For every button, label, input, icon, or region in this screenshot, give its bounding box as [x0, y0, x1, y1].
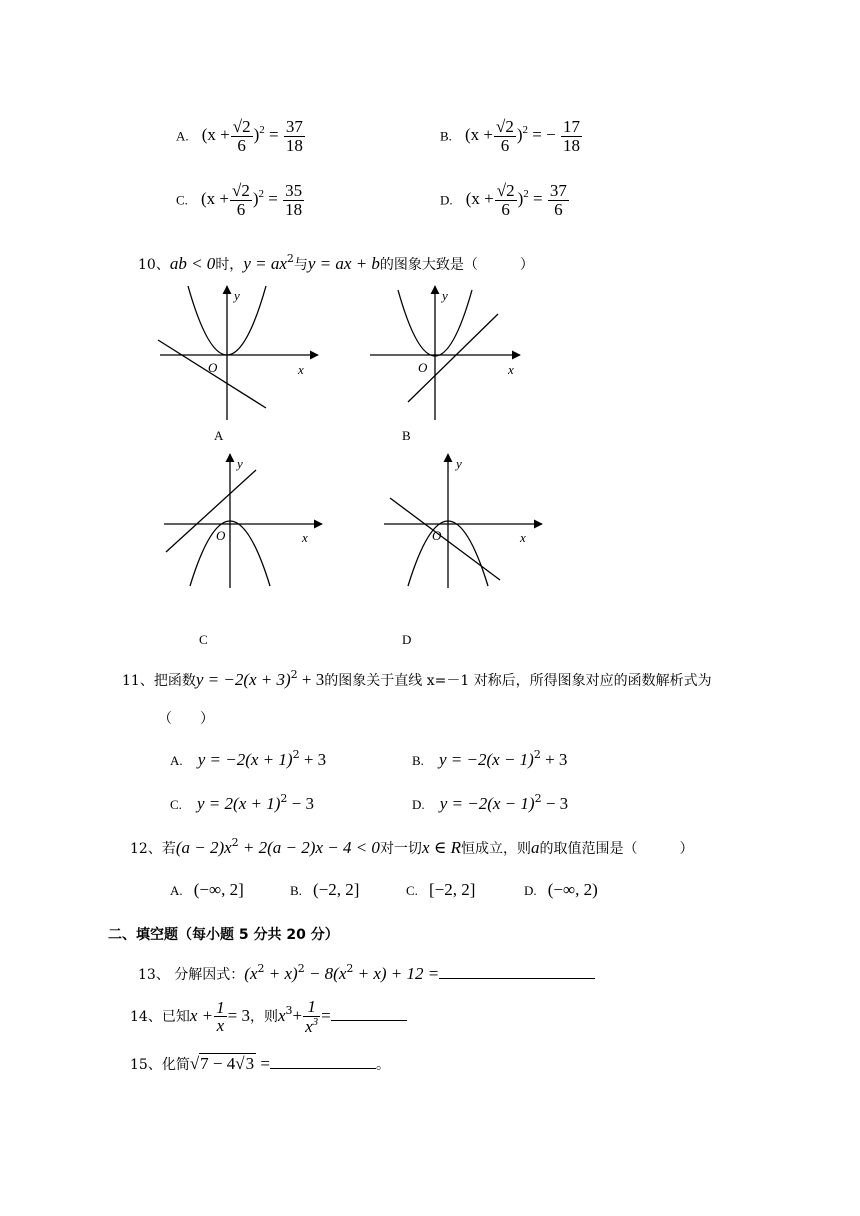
origin-label: O — [418, 360, 428, 375]
option-label: C. — [176, 192, 188, 208]
lhs-x: (x + — [465, 125, 494, 145]
condition: x ∈ R — [421, 838, 461, 857]
graph-a — [150, 282, 330, 422]
inner-radicand: 3 — [245, 1054, 255, 1073]
origin-label: O — [432, 528, 442, 543]
equals: = — [256, 1054, 270, 1073]
fraction — [303, 998, 320, 1036]
line — [408, 314, 498, 402]
expr-part: + x) — [264, 964, 298, 983]
y-label: y — [234, 288, 240, 303]
x-label: x — [508, 362, 514, 377]
function: y = −2(x + 3) — [195, 670, 291, 689]
y-label: y — [456, 456, 462, 471]
option-tail: + 3 — [540, 750, 568, 769]
expr-part: (x — [244, 964, 258, 983]
symmetry-line: x=－1 — [422, 673, 474, 689]
denominator: 18 — [285, 135, 303, 155]
fraction — [230, 182, 252, 219]
option-label: D. — [524, 883, 537, 898]
q9-option-b — [440, 118, 583, 155]
inequality-b: + 2(a − 2)x − 4 < 0 — [238, 838, 380, 857]
y-label: y — [442, 288, 448, 303]
exponent: 2 — [534, 792, 542, 805]
expr-part: x + — [189, 1005, 214, 1025]
denominator: 6 — [231, 136, 253, 155]
option-tail: + 3 — [299, 750, 327, 769]
option-label: A. — [170, 753, 183, 768]
line — [390, 498, 500, 580]
graph-a-svg — [150, 282, 330, 422]
denominator: 18 — [285, 199, 303, 219]
exponent: 2 — [258, 188, 265, 201]
graph-d — [378, 450, 558, 590]
answer-blank[interactable] — [270, 1052, 376, 1069]
numerator: √2 — [232, 181, 250, 200]
y-label: y — [237, 456, 243, 471]
q12-question — [130, 836, 693, 858]
q9-a-lhs: (x + $\frac{√2}{6}$ )$^2$ = $\frac{37}{18}$ — [201, 117, 303, 155]
x-label: x — [302, 530, 308, 545]
q12-option-a — [170, 880, 244, 900]
q14-question — [130, 998, 407, 1036]
exponent: 2 — [257, 962, 265, 975]
option-label: D. — [440, 192, 453, 208]
equals: = − — [532, 125, 556, 145]
graph-d-svg — [378, 450, 558, 590]
fraction — [494, 118, 516, 155]
exponent: 2 — [290, 668, 298, 681]
graph-b — [362, 282, 542, 422]
q9-option-a — [176, 118, 306, 155]
equals: = — [533, 189, 543, 209]
text: 与 — [293, 257, 308, 273]
q9-b-lhs: (x + $\frac{√2}{6}$ )$^2$ = − $\frac{17}{18}$ — [465, 117, 580, 155]
exponent: 2 — [522, 124, 529, 137]
text: 对一切 — [379, 841, 422, 857]
fraction — [495, 182, 517, 219]
numerator: 37 — [285, 117, 303, 136]
section-heading: 二、填空题（每小题 5 分共 20 分） — [108, 927, 339, 943]
question-number: 11、 — [122, 673, 154, 689]
q11-answer-paren: （ ） — [158, 711, 214, 727]
graph-b-label: B — [402, 428, 411, 443]
q9-option-d — [440, 182, 570, 219]
question-number: 15、 — [130, 1057, 162, 1073]
graph-c — [158, 450, 338, 590]
graph-b-svg — [362, 282, 542, 422]
option-expr: y = −2(x + 1) — [197, 750, 293, 769]
q11-option-c — [170, 792, 314, 814]
exponent: 2 — [231, 836, 239, 849]
q13-question — [138, 962, 595, 984]
numerator: √2 — [496, 117, 514, 136]
condition: ab < 0 — [169, 254, 216, 273]
expr-part: − 8(x — [304, 964, 347, 983]
origin-label: O — [216, 528, 226, 543]
option-label: A. — [170, 883, 183, 898]
radical-sign: √ — [189, 1054, 200, 1073]
question-number: 14、 — [130, 1008, 162, 1025]
option-tail: − 3 — [287, 794, 314, 813]
text: ，则 — [249, 1008, 278, 1025]
period: 。 — [375, 1057, 390, 1073]
numerator: 1 — [216, 997, 225, 1017]
option-label: B. — [440, 128, 452, 144]
numerator: √2 — [232, 117, 251, 136]
option-label: C. — [406, 883, 418, 898]
option-expr: (−2, 2] — [313, 880, 360, 899]
option-expr: [−2, 2] — [429, 880, 476, 899]
graph-a-label: A — [214, 428, 224, 443]
exponent: 2 — [346, 962, 354, 975]
numerator: 17 — [562, 117, 580, 136]
numerator: 1 — [307, 997, 316, 1016]
equals: = — [321, 1005, 331, 1025]
text: 已知 — [161, 1008, 190, 1025]
option-expr: y = 2(x + 1) — [197, 794, 281, 813]
exponent: 2 — [292, 748, 300, 761]
rhs-fraction — [548, 182, 569, 219]
option-label: B. — [412, 753, 424, 768]
function-tail: + 3 — [297, 670, 325, 689]
option-expr: (−∞, 2] — [193, 880, 244, 899]
q10-question — [138, 252, 534, 274]
text: 对称后，所得图象对应的函数解析式为 — [473, 673, 712, 689]
option-label: B. — [290, 883, 302, 898]
text: 的图象大致是（ ） — [379, 257, 534, 273]
numerator: √2 — [496, 181, 515, 200]
radicand-part: 7 − 4 — [200, 1054, 236, 1073]
graph-d-label: D — [402, 632, 412, 647]
equals-three: = 3 — [227, 1005, 250, 1025]
question-number: 10、 — [138, 257, 170, 273]
expr-part: + x) + 12 = — [353, 964, 440, 983]
text: 的取值范围是（ ） — [539, 841, 694, 857]
denominator: x — [305, 1016, 313, 1036]
line — [166, 470, 256, 552]
exponent: 2 — [533, 748, 541, 761]
exponent: 2 — [286, 252, 294, 265]
exponent: 2 — [523, 188, 529, 201]
text: 把函数 — [153, 673, 196, 689]
text: 恒成立，则 — [460, 841, 531, 857]
radicand — [199, 1053, 256, 1073]
rhs-fraction — [561, 118, 582, 155]
option-expr: (−∞, 2) — [547, 880, 598, 899]
text: 化简 — [161, 1057, 190, 1073]
denominator: 18 — [562, 135, 580, 155]
exponent: 2 — [297, 962, 305, 975]
option-expr: y = −2(x − 1) — [439, 750, 534, 769]
fraction — [231, 118, 253, 155]
q9-c-lhs: (x + $\frac{√2}{6}$ )$^2$ = $\frac{35}{18}$ — [201, 181, 303, 219]
q11-option-d — [412, 792, 568, 814]
question-number: 13、 — [138, 967, 170, 983]
q11-option-b — [412, 748, 567, 770]
option-expr: y = −2(x − 1) — [439, 794, 535, 813]
lhs-x: (x + — [201, 125, 230, 145]
inner-radical-sign: √ — [235, 1054, 245, 1073]
option-tail: − 3 — [541, 794, 569, 813]
q9-option-c — [176, 182, 305, 219]
rhs-fraction — [283, 182, 304, 219]
exponent: 3 — [312, 1015, 319, 1028]
numerator: 37 — [549, 181, 567, 200]
fraction — [214, 999, 227, 1036]
exponent: 2 — [280, 792, 288, 805]
origin-label: O — [208, 360, 218, 375]
text: 若 — [161, 841, 176, 857]
x-label: x — [298, 362, 304, 377]
option-label: D. — [412, 797, 425, 812]
exponent: 3 — [285, 1003, 293, 1017]
denominator: 6 — [548, 200, 569, 219]
exponent: 2 — [259, 124, 265, 137]
denominator: 6 — [230, 200, 252, 219]
text: 的图象关于直线 — [324, 673, 423, 689]
equals: = — [268, 189, 278, 209]
lhs-x: (x + — [201, 189, 230, 209]
inequality-a: (a − 2)x — [175, 838, 232, 857]
q12-option-d — [524, 880, 598, 900]
denominator: x — [214, 1016, 227, 1035]
question-number: 12、 — [130, 841, 162, 857]
denominator: 6 — [494, 136, 516, 155]
x-label: x — [520, 530, 526, 545]
rhs-fraction — [284, 118, 305, 155]
expr-part: x — [277, 1005, 286, 1025]
text: 分解因式： — [169, 967, 245, 983]
q15-question — [130, 1052, 390, 1074]
q12-option-b — [290, 880, 359, 900]
numerator: 35 — [285, 181, 303, 200]
plus: + — [292, 1005, 303, 1025]
function-1: y = ax — [243, 254, 287, 273]
equals: = — [269, 125, 279, 145]
lhs-x: (x + — [465, 189, 494, 209]
graph-c-label: C — [199, 632, 208, 647]
option-label: C. — [170, 797, 182, 812]
answer-blank[interactable] — [439, 962, 595, 979]
q11-question — [122, 668, 712, 690]
answer-blank[interactable] — [331, 1004, 407, 1021]
graph-c-svg — [158, 450, 338, 590]
q11-option-a — [170, 748, 326, 770]
function-2: y = ax + b — [307, 254, 380, 273]
q9-d-lhs: (x + $\frac{√2}{6}$ )$^2$ = $\frac{37}{6}$ — [465, 181, 567, 219]
variable: a — [530, 838, 540, 857]
text: 时， — [215, 257, 244, 273]
q12-option-c — [406, 880, 475, 900]
option-label: A. — [176, 128, 189, 144]
denominator: 6 — [495, 200, 517, 219]
